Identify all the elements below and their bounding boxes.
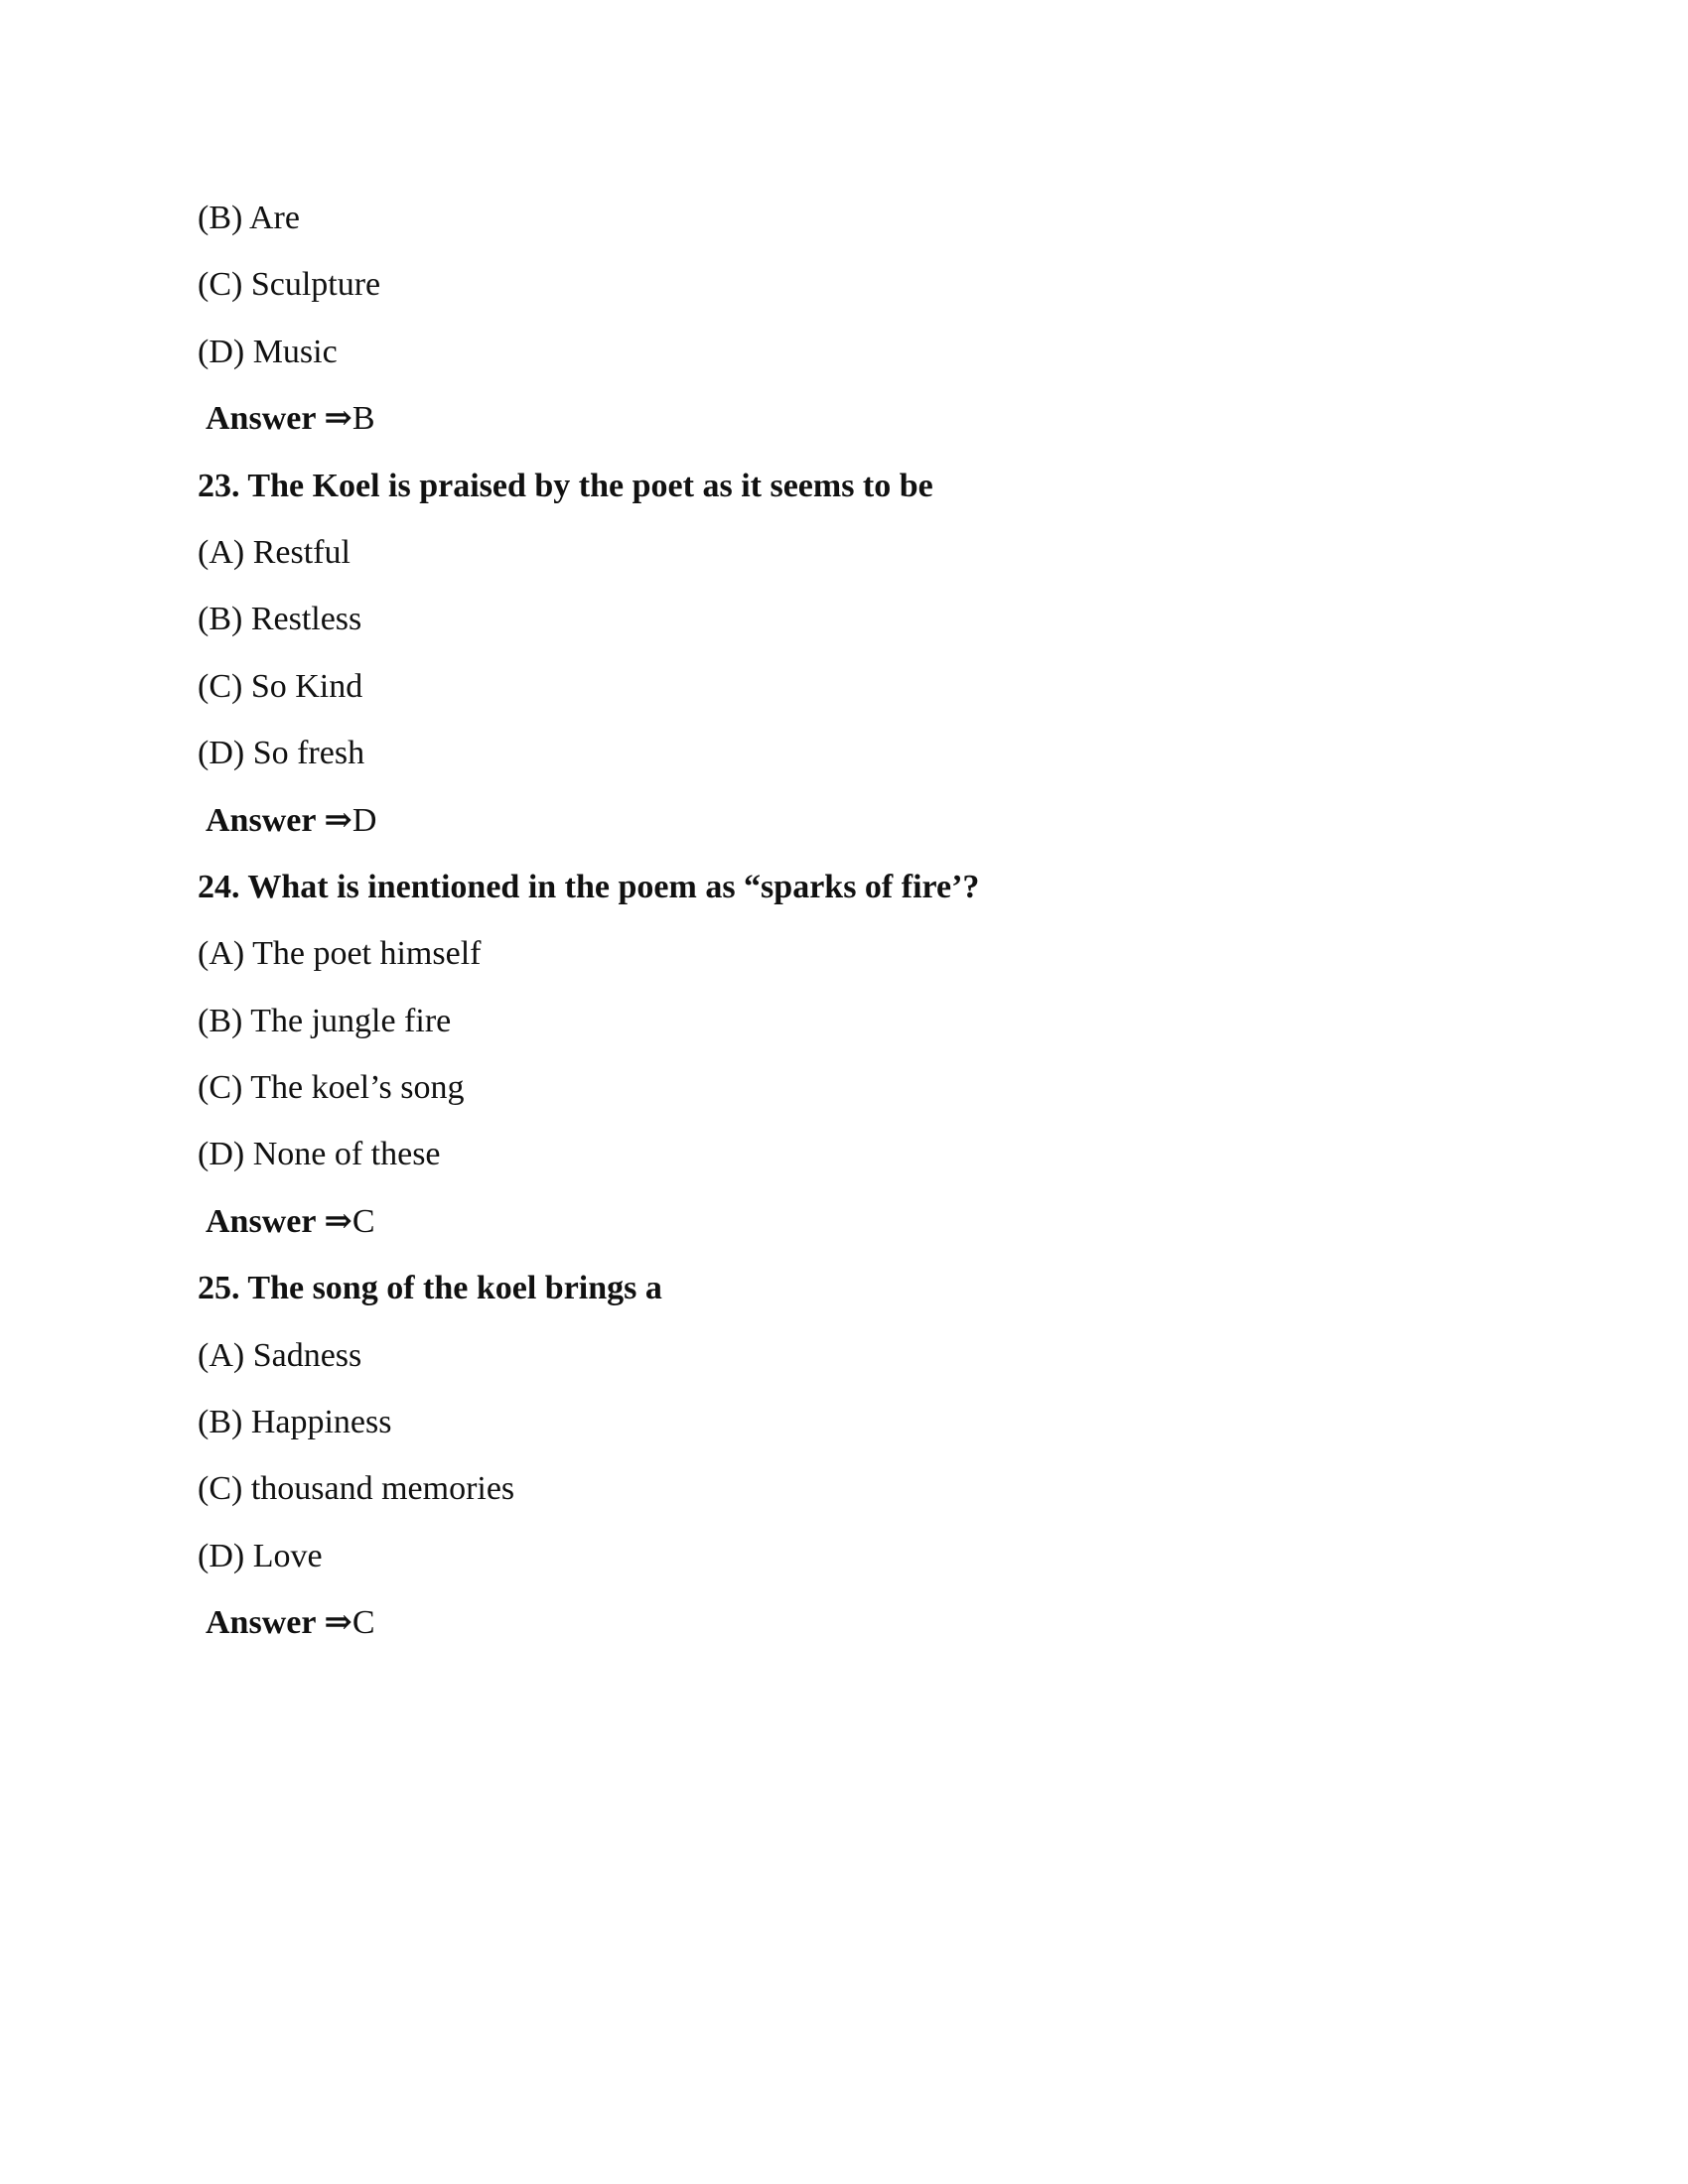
document-page bbox=[198, 185, 1488, 1657]
option: (B) Restless bbox=[198, 601, 362, 638]
option: (D) Music bbox=[198, 333, 338, 370]
question-25: 25. The song of the koel brings a bbox=[198, 1270, 662, 1307]
option: (C) The koel’s song bbox=[198, 1069, 465, 1107]
question-23: 23. The Koel is praised by the poet as it seems to be bbox=[198, 467, 933, 504]
option: (D) None of these bbox=[198, 1136, 441, 1173]
question-24: 24. What is inentioned in the poem as “sparks of fire’? bbox=[198, 868, 980, 905]
answer-value: B bbox=[352, 400, 375, 438]
answer-line bbox=[198, 787, 1488, 854]
option: (C) So Kind bbox=[198, 667, 363, 705]
option: (C) Sculpture bbox=[198, 266, 381, 304]
option: (B) The jungle fire bbox=[198, 1002, 452, 1039]
answer-label: Answer ⇒ bbox=[206, 1202, 352, 1240]
answer-value: C bbox=[352, 1202, 375, 1240]
answer-value: D bbox=[352, 801, 377, 839]
option: (A) The poet himself bbox=[198, 935, 482, 973]
answer-line bbox=[198, 1589, 1488, 1656]
answer-label: Answer ⇒ bbox=[206, 1604, 352, 1642]
answer-label: Answer ⇒ bbox=[206, 400, 352, 438]
option: (A) Restful bbox=[198, 533, 351, 571]
option: (B) Happiness bbox=[198, 1404, 392, 1441]
option: (A) Sadness bbox=[198, 1336, 362, 1374]
answer-line bbox=[198, 385, 1488, 452]
answer-label: Answer ⇒ bbox=[206, 801, 352, 839]
option: (D) Love bbox=[198, 1537, 323, 1574]
answer-value: C bbox=[352, 1604, 375, 1642]
option: (C) thousand memories bbox=[198, 1470, 515, 1508]
option: (B) Are bbox=[198, 200, 300, 236]
option: (D) So fresh bbox=[198, 735, 365, 772]
answer-line bbox=[198, 1188, 1488, 1255]
